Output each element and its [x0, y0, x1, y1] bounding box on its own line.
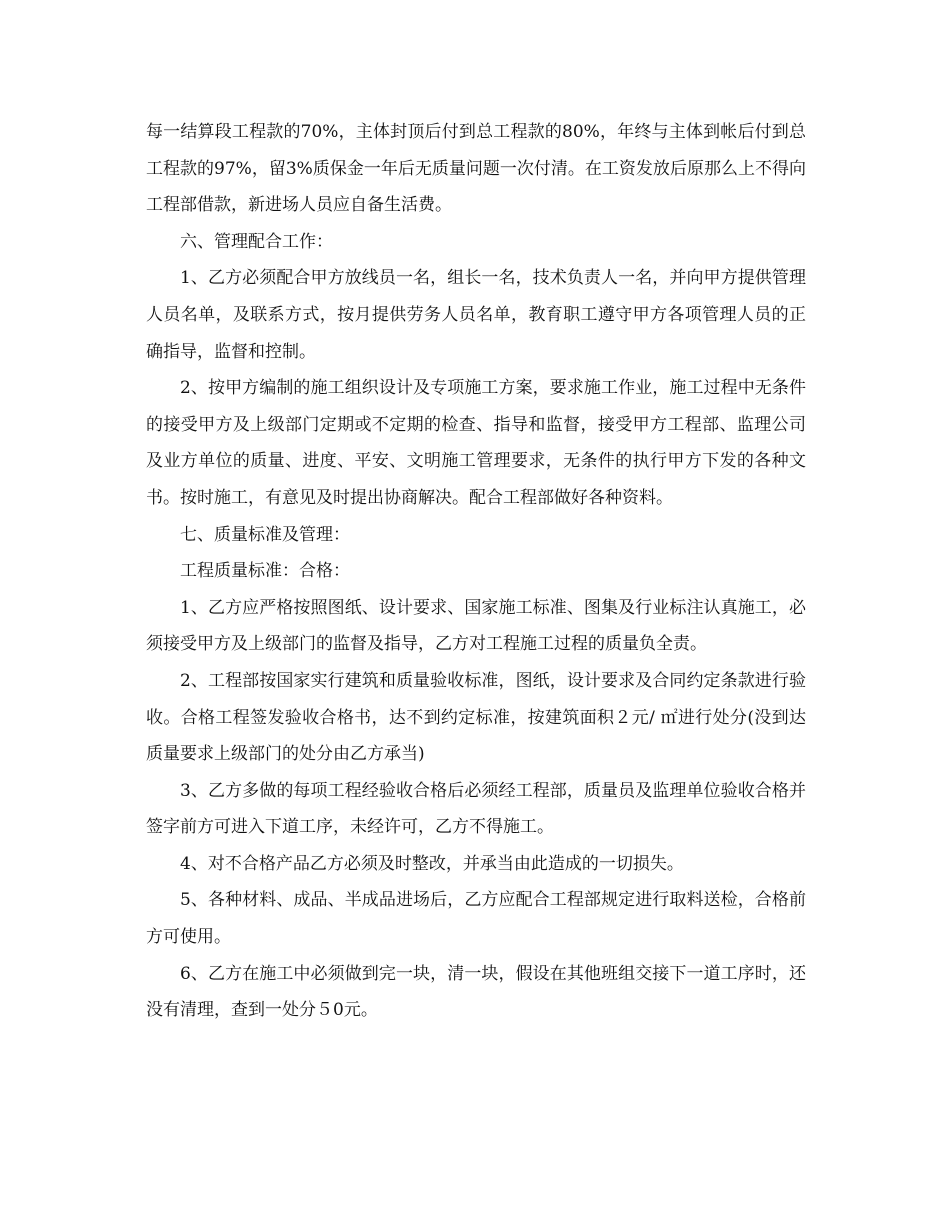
section-heading-management: 六、管理配合工作：	[180, 231, 333, 252]
paragraph-management-2: 2、按甲方编制的施工组织设计及专项施工方案，要求施工作业，施工过程中无条件的接受甲方及上级部门定期或不定期的检查、指导和监督，接受甲方工程部、监理公司及业方单位的质量、进度、平安、文明施工管理要求，无条件的执行甲方下发的各种文书。按时施工，有意见及时提出协商解决。配合工程部做好各种资料。	[146, 378, 806, 508]
paragraph-quality-5: 5、各种材料、成品、半成品进场后，乙方应配合工程部规定进行取料送检，合格前方可使用。	[146, 890, 806, 948]
quality-standard-line: 工程质量标准：合格：	[180, 561, 350, 582]
section-heading-quality: 七、质量标准及管理：	[180, 524, 350, 545]
document-page	[146, 114, 806, 1029]
paragraph-quality-1: 1、乙方应严格按照图纸、设计要求、国家施工标准、图集及行业标注认真施工，必须接受甲方及上级部门的监督及指导，乙方对工程施工过程的质量负全责。	[146, 597, 806, 655]
paragraph-quality-6: 6、乙方在施工中必须做到完一块，清一块，假设在其他班组交接下一道工序时，还没有清理，查到一处分５0元。	[146, 963, 806, 1021]
paragraph-quality-4: 4、对不合格产品乙方必须及时整改，并承当由此造成的一切损失。	[180, 853, 684, 874]
paragraph-quality-2: 2、工程部按国家实行建筑和质量验收标准，图纸，设计要求及合同约定条款进行验收。合格工程签发验收合格书，达不到约定标准，按建筑面积２元/ ㎡进行处分(没到达质量要求上级部门的处分由乙方承当)	[146, 670, 806, 765]
paragraph-payment-terms: 每一结算段工程款的70%，主体封顶后付到总工程款的80%，年终与主体到帐后付到总工程款的97%，留3%质保金一年后无质量问题一次付清。在工资发放后原那么上不得向工程部借款，新进场人员应自备生活费。	[146, 122, 806, 216]
paragraph-quality-3: 3、乙方多做的每项工程经验收合格后必须经工程部，质量员及监理单位验收合格并签字前方可进入下道工序，未经许可，乙方不得施工。	[146, 780, 806, 838]
paragraph-management-1: 1、乙方必须配合甲方放线员一名，组长一名，技术负责人一名，并向甲方提供管理人员名单，及联系方式，按月提供劳务人员名单，教育职工遵守甲方各项管理人员的正确指导，监督和控制。	[146, 268, 806, 362]
